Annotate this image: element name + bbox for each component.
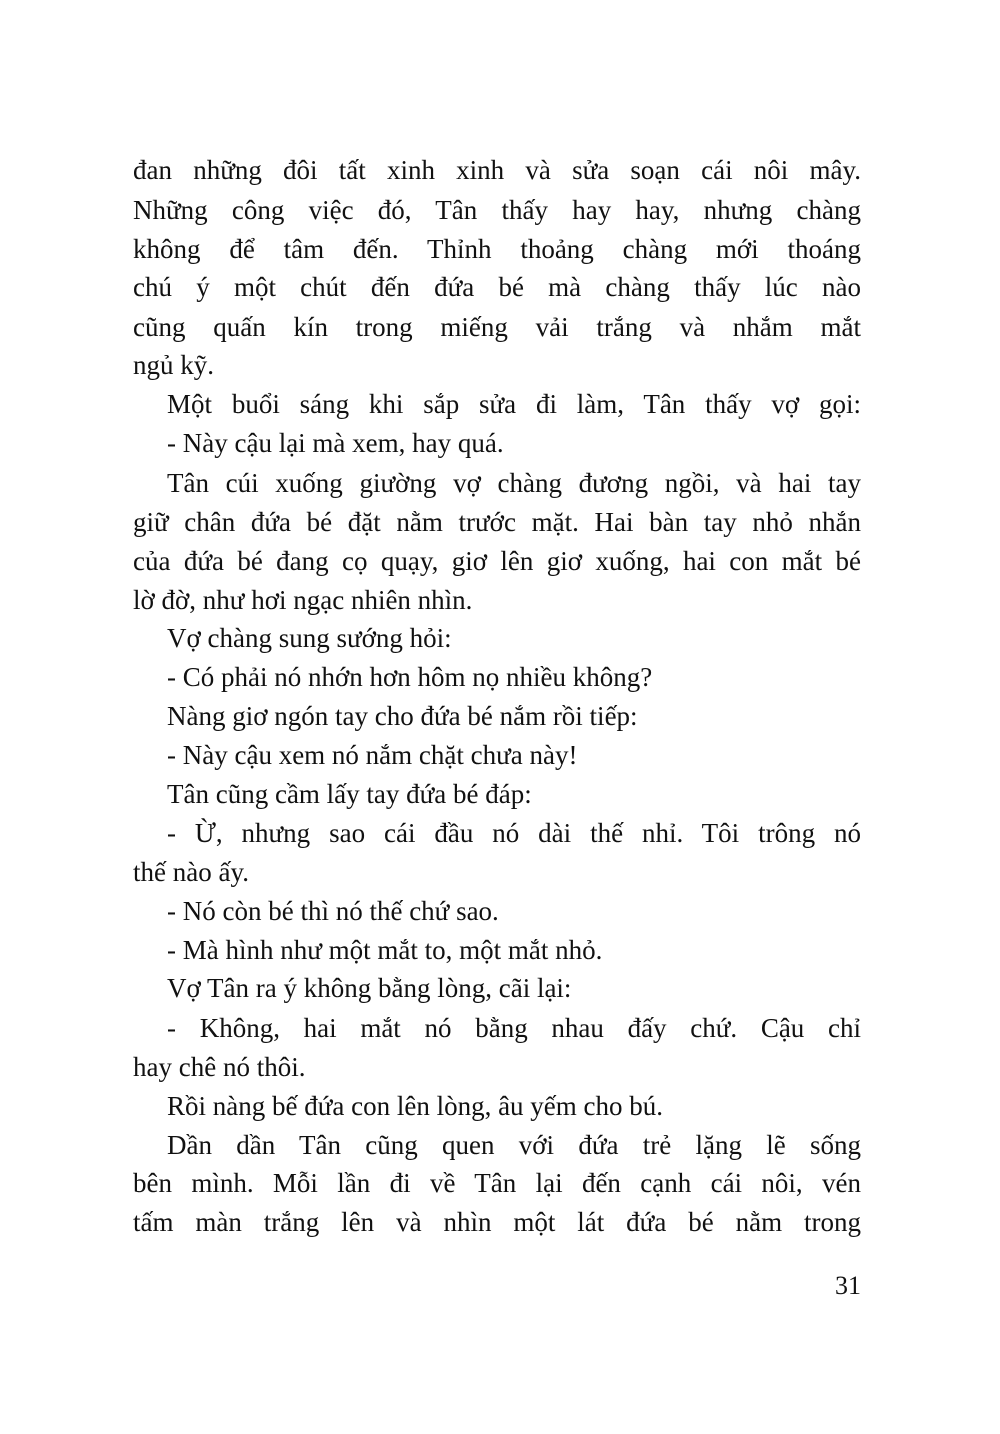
text-line: - Này cậu xem nó nắm chặt chưa này! [167, 740, 578, 770]
text-line: Rồi nàng bế đứa con lên lòng, âu yếm cho bú. [167, 1091, 664, 1121]
text-line: - Không, hai mắt nó bằng nhau đấy chứ. Cậu chỉ [167, 1013, 861, 1043]
page-number: 31 [835, 1271, 861, 1300]
text-line: không để tâm đến. Thỉnh thoảng chàng mới thoáng [133, 234, 861, 264]
text-line: ngủ kỹ. [133, 350, 214, 380]
text-line: lờ đờ, như hơi ngạc nhiên nhìn. [133, 585, 473, 615]
text-line: chú ý một chút đến đứa bé mà chàng thấy lúc nào [133, 272, 861, 302]
text-line: của đứa bé đang cọ quạy, giơ lên giơ xuống, hai con mắt bé [133, 546, 861, 576]
text-line: Vợ Tân ra ý không bằng lòng, cãi lại: [167, 973, 572, 1003]
text-line: cũng quấn kín trong miếng vải trắng và nhắm mắt [133, 312, 861, 342]
text-line: tấm màn trắng lên và nhìn một lát đứa bé nằm trong [133, 1207, 861, 1237]
text-line: hay chê nó thôi. [133, 1052, 306, 1082]
text-line: Một buổi sáng khi sắp sửa đi làm, Tân thấy vợ gọi: [167, 389, 861, 419]
text-line: Những công việc đó, Tân thấy hay hay, nhưng chàng [133, 195, 861, 225]
text-line: - Có phải nó nhớn hơn hôm nọ nhiều không? [167, 662, 653, 692]
text-line: - Mà hình như một mắt to, một mắt nhỏ. [167, 935, 603, 965]
text-line: Nàng giơ ngón tay cho đứa bé nắm rồi tiếp: [167, 701, 638, 731]
text-line: - Này cậu lại mà xem, hay quá. [167, 428, 504, 458]
text-line: Tân cúi xuống giường vợ chàng đương ngồi, và hai tay [167, 468, 861, 498]
text-line: Tân cũng cầm lấy tay đứa bé đáp: [167, 779, 532, 809]
text-line: - Ừ, nhưng sao cái đầu nó dài thế nhỉ. Tôi trông nó [167, 818, 861, 848]
text-line: giữ chân đứa bé đặt nằm trước mặt. Hai bàn tay nhỏ nhắn [133, 507, 861, 537]
text-line: thế nào ấy. [133, 857, 249, 887]
text-line: Vợ chàng sung sướng hỏi: [167, 623, 452, 653]
text-line: bên mình. Mỗi lần đi về Tân lại đến cạnh cái nôi, vén [133, 1168, 861, 1198]
text-line: - Nó còn bé thì nó thế chứ sao. [167, 896, 499, 926]
text-line: Dần dần Tân cũng quen với đứa trẻ lặng lẽ sống [167, 1130, 861, 1160]
text-line: đan những đôi tất xinh xinh và sửa soạn cái nôi mây. [133, 155, 861, 185]
